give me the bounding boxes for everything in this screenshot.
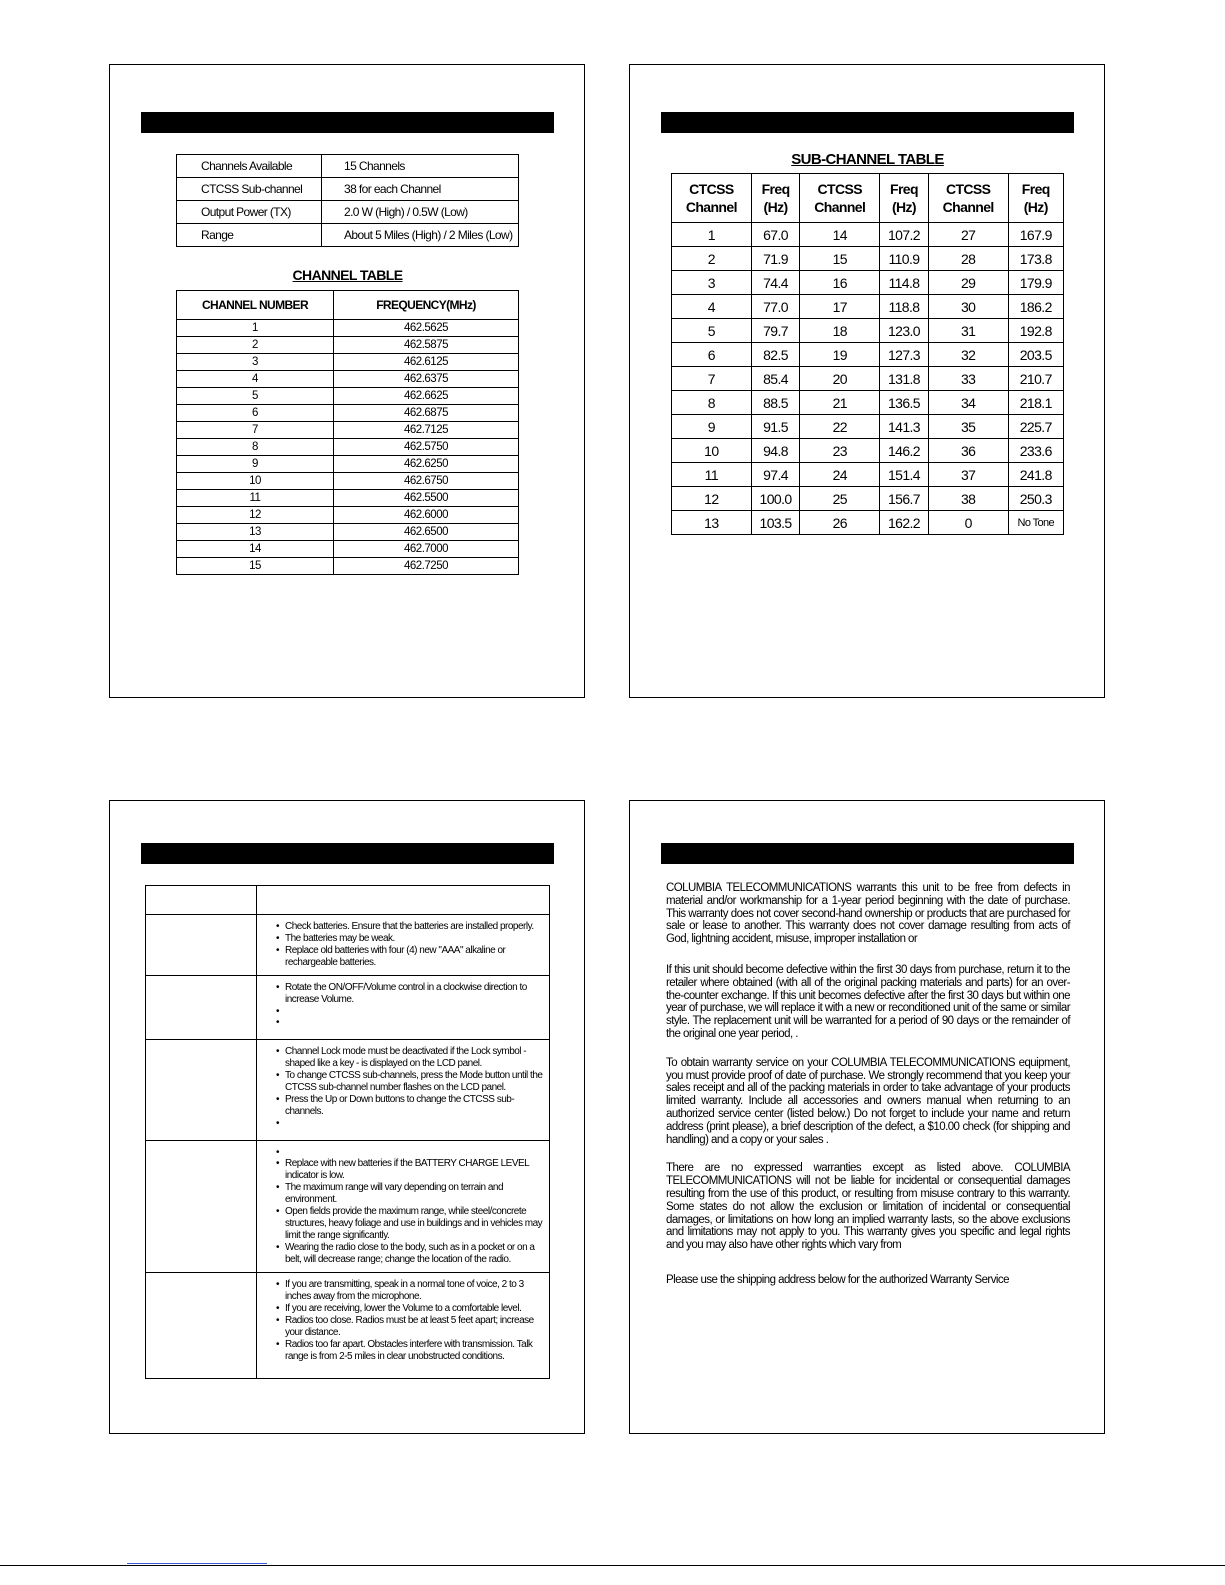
frequency-cell: 462.7000 — [334, 541, 519, 558]
page-sub-channel — [629, 64, 1105, 698]
section-header-bar — [141, 112, 554, 133]
frequency-cell: 82.5 — [751, 343, 800, 367]
warranty-paragraph: COLUMBIA TELECOMMUNICATIONS warrants this unit to be free from defects in material and/or workmanship for a 1-year period beginning with the date of purchase. This warranty does not cover second-hand ownership or products that are purchased for sale or lease to another. This warranty does not cover damage resulting from acts of God, lightning accident, misuse, improper installation or — [666, 882, 1070, 946]
table-row — [177, 388, 519, 405]
ctcss-channel-cell: 0 — [928, 511, 1008, 535]
header-line: CTCSS — [817, 181, 862, 197]
frequency-cell: 127.3 — [880, 343, 929, 367]
spec-value: 2.0 W (High) / 0.5W (Low) — [322, 201, 519, 224]
solution-item: • Press the Up or Down buttons to change the CTCSS sub-channels. — [285, 1094, 545, 1118]
frequency-cell: 462.5750 — [334, 439, 519, 456]
page-specifications — [109, 64, 585, 698]
channel-table-header: FREQUENCY(MHz) — [334, 291, 519, 320]
header-line: CTCSS — [689, 181, 734, 197]
solution-item: • If you are receiving, lower the Volume to a comfortable level. — [285, 1303, 545, 1315]
solution-cell — [257, 976, 550, 1040]
table-row — [672, 271, 1064, 295]
solution-item: • Channel Lock mode must be deactivated if the Lock symbol - shaped like a key - is displayed on the LCD panel. — [285, 1046, 545, 1070]
header-line: Channel — [685, 199, 737, 215]
ctcss-channel-cell: 22 — [800, 415, 880, 439]
ctcss-channel-cell: 31 — [928, 319, 1008, 343]
ctcss-channel-cell: 38 — [928, 487, 1008, 511]
section-header-bar — [661, 112, 1074, 133]
solution-cell — [257, 915, 550, 976]
table-row — [177, 354, 519, 371]
table-row — [672, 463, 1064, 487]
solution-item — [285, 1017, 545, 1028]
ctcss-channel-cell: 13 — [672, 511, 752, 535]
header-line: Freq — [890, 181, 918, 197]
table-row — [672, 319, 1064, 343]
solution-item — [285, 1147, 545, 1158]
ctcss-channel-cell: 16 — [800, 271, 880, 295]
sub-channel-table-header — [880, 174, 929, 223]
frequency-cell: 250.3 — [1008, 487, 1063, 511]
frequency-cell: 71.9 — [751, 247, 800, 271]
table-row — [177, 439, 519, 456]
ctcss-channel-cell: 34 — [928, 391, 1008, 415]
frequency-cell: 74.4 — [751, 271, 800, 295]
frequency-cell: 462.6375 — [334, 371, 519, 388]
spec-value: About 5 Miles (High) / 2 Miles (Low) — [322, 224, 519, 247]
frequency-cell: 85.4 — [751, 367, 800, 391]
channel-number-cell: 12 — [177, 507, 334, 524]
ctcss-channel-cell: 26 — [800, 511, 880, 535]
spec-row — [177, 201, 519, 224]
troubleshooting-row — [146, 976, 550, 1040]
warranty-paragraph: To obtain warranty service on your COLUMBIA TELECOMMUNICATIONS equipment, you must provide proof of date of purchase. We strongly recommend that you keep your sales receipt and all of the packing materials in order to take advantage of your products limited warranty. Include all accessories and owners manual when returning to an authorized service center (listed below.) Do not forget to include your name and return address (print please), a brief description of the defect, a $10.00 check (for shipping and handling) and a copy or your sales . — [666, 1056, 1070, 1146]
ctcss-channel-cell: 23 — [800, 439, 880, 463]
solution-item: • The maximum range will vary depending on terrain and environment. — [285, 1182, 545, 1206]
channel-number-cell: 14 — [177, 541, 334, 558]
solution-item: • The batteries may be weak. — [285, 933, 545, 945]
solution-item: • Radios too far apart. Obstacles interfere with transmission. Talk range is from 2-5 miles in clear unobstructed conditions. — [285, 1339, 545, 1363]
frequency-cell: 91.5 — [751, 415, 800, 439]
solution-item: • Open fields provide the maximum range, while steel/concrete structures, heavy foliage and use in buildings and in vehicles may limit the range significantly. — [285, 1206, 545, 1242]
warranty-paragraph: Please use the shipping address below for the authorized Warranty Service — [666, 1273, 1009, 1286]
channel-number-cell: 3 — [177, 354, 334, 371]
table-row — [672, 367, 1064, 391]
frequency-cell: 173.8 — [1008, 247, 1063, 271]
ctcss-channel-cell: 32 — [928, 343, 1008, 367]
troubleshooting-row — [146, 1040, 550, 1141]
frequency-cell: 123.0 — [880, 319, 929, 343]
frequency-cell: 77.0 — [751, 295, 800, 319]
ctcss-channel-cell: 36 — [928, 439, 1008, 463]
frequency-cell: 107.2 — [880, 223, 929, 247]
frequency-cell: 136.5 — [880, 391, 929, 415]
ctcss-channel-cell: 15 — [800, 247, 880, 271]
troubleshooting-row — [146, 1141, 550, 1273]
header-line: Freq — [1021, 181, 1050, 197]
ctcss-channel-cell: 11 — [672, 463, 752, 487]
table-row — [177, 456, 519, 473]
footer-link-underline — [127, 1563, 267, 1564]
frequency-cell: 88.5 — [751, 391, 800, 415]
table-row — [672, 511, 1064, 535]
ctcss-channel-cell: 6 — [672, 343, 752, 367]
solution-list — [257, 1141, 549, 1272]
channel-number-cell: 4 — [177, 371, 334, 388]
frequency-cell: 97.4 — [751, 463, 800, 487]
frequency-cell: 462.6625 — [334, 388, 519, 405]
frequency-cell: 462.6500 — [334, 524, 519, 541]
table-row — [177, 422, 519, 439]
frequency-cell: 151.4 — [880, 463, 929, 487]
table-row — [177, 473, 519, 490]
ctcss-channel-cell: 8 — [672, 391, 752, 415]
header-line: Freq — [761, 181, 790, 197]
frequency-cell: 241.8 — [1008, 463, 1063, 487]
channel-number-cell: 8 — [177, 439, 334, 456]
table-row — [672, 391, 1064, 415]
section-header-bar — [661, 843, 1074, 864]
frequency-cell: No Tone — [1008, 511, 1063, 535]
channel-table-header: CHANNEL NUMBER — [177, 291, 334, 320]
ctcss-channel-cell: 28 — [928, 247, 1008, 271]
solution-item: • Check batteries. Ensure that the batteries are installed properly. — [285, 921, 545, 933]
problem-cell — [146, 1040, 257, 1141]
spec-label: Range — [177, 224, 322, 247]
ctcss-channel-cell: 10 — [672, 439, 752, 463]
table-row — [177, 337, 519, 354]
page-warranty — [629, 800, 1105, 1434]
frequency-cell: 462.6125 — [334, 354, 519, 371]
ctcss-channel-cell: 27 — [928, 223, 1008, 247]
ctcss-channel-cell: 24 — [800, 463, 880, 487]
table-row — [177, 371, 519, 388]
sub-channel-table-header — [751, 174, 800, 223]
spec-value: 15 Channels — [322, 155, 519, 178]
ctcss-channel-cell: 12 — [672, 487, 752, 511]
channel-number-cell: 11 — [177, 490, 334, 507]
table-row — [177, 558, 519, 575]
solution-item: • Wearing the radio close to the body, such as in a pocket or on a belt, will decrease range; change the location of the radio. — [285, 1242, 545, 1266]
frequency-cell: 462.5625 — [334, 320, 519, 337]
channel-table-title: CHANNEL TABLE — [292, 267, 403, 283]
problem-cell — [146, 1141, 257, 1273]
channel-number-cell: 15 — [177, 558, 334, 575]
table-row — [177, 320, 519, 337]
frequency-cell: 186.2 — [1008, 295, 1063, 319]
ctcss-channel-cell: 33 — [928, 367, 1008, 391]
header-line: (Hz) — [763, 199, 788, 215]
ctcss-channel-cell: 20 — [800, 367, 880, 391]
solution-item: • Replace old batteries with four (4) new "AAA" alkaline or rechargeable batteries. — [285, 945, 545, 969]
channel-number-cell: 9 — [177, 456, 334, 473]
table-row — [177, 507, 519, 524]
spec-label: Channels Available — [177, 155, 322, 178]
channel-number-cell: 2 — [177, 337, 334, 354]
table-row — [672, 439, 1064, 463]
frequency-cell: 103.5 — [751, 511, 800, 535]
solution-list — [257, 976, 549, 1034]
table-row — [672, 415, 1064, 439]
table-row — [672, 223, 1064, 247]
header-line: (Hz) — [1023, 199, 1048, 215]
frequency-cell: 79.7 — [751, 319, 800, 343]
ctcss-channel-cell: 4 — [672, 295, 752, 319]
spec-row — [177, 178, 519, 201]
solution-item: • Replace with new batteries if the BATTERY CHARGE LEVEL indicator is low. — [285, 1158, 545, 1182]
sub-channel-table-header — [1008, 174, 1063, 223]
frequency-cell: 94.8 — [751, 439, 800, 463]
frequency-cell: 462.6250 — [334, 456, 519, 473]
ctcss-channel-cell: 30 — [928, 295, 1008, 319]
frequency-cell: 156.7 — [880, 487, 929, 511]
frequency-cell: 162.2 — [880, 511, 929, 535]
section-header-bar — [141, 843, 554, 864]
ctcss-channel-cell: 18 — [800, 319, 880, 343]
sub-channel-table-title: SUB-CHANNEL TABLE — [791, 151, 944, 168]
problem-cell — [146, 915, 257, 976]
ctcss-channel-cell: 17 — [800, 295, 880, 319]
frequency-cell: 462.5500 — [334, 490, 519, 507]
solution-item: • Rotate the ON/OFF/Volume control in a clockwise direction to increase Volume. — [285, 982, 545, 1006]
channel-number-cell: 7 — [177, 422, 334, 439]
frequency-cell: 233.6 — [1008, 439, 1063, 463]
problem-cell — [146, 976, 257, 1040]
spec-value: 38 for each Channel — [322, 178, 519, 201]
sub-channel-table-header — [672, 174, 752, 223]
page-troubleshooting — [109, 800, 585, 1434]
ctcss-channel-cell: 3 — [672, 271, 752, 295]
troubleshooting-row — [146, 915, 550, 976]
table-row — [672, 247, 1064, 271]
frequency-cell: 167.9 — [1008, 223, 1063, 247]
solution-list — [257, 1040, 549, 1135]
table-row — [177, 541, 519, 558]
frequency-cell: 218.1 — [1008, 391, 1063, 415]
sub-channel-table-header — [800, 174, 880, 223]
troubleshooting-row — [146, 1273, 550, 1379]
table-row — [672, 487, 1064, 511]
frequency-cell: 118.8 — [880, 295, 929, 319]
frequency-cell: 203.5 — [1008, 343, 1063, 367]
solution-item — [285, 1006, 545, 1017]
solution-cell — [257, 1040, 550, 1141]
ctcss-channel-cell: 21 — [800, 391, 880, 415]
frequency-cell: 67.0 — [751, 223, 800, 247]
channel-number-cell: 5 — [177, 388, 334, 405]
frequency-cell: 114.8 — [880, 271, 929, 295]
header-line: Channel — [814, 199, 866, 215]
solution-item: • If you are transmitting, speak in a normal tone of voice, 2 to 3 inches away from the microphone. — [285, 1279, 545, 1303]
solution-item: • To change CTCSS sub-channels, press the Mode button until the CTCSS sub-channel number flashes on the LCD panel. — [285, 1070, 545, 1094]
channel-number-cell: 13 — [177, 524, 334, 541]
frequency-cell: 100.0 — [751, 487, 800, 511]
ctcss-channel-cell: 7 — [672, 367, 752, 391]
warranty-paragraph: If this unit should become defective within the first 30 days from purchase, return it to the retailer where obtained (with all of the original packing materials and parts) for an over-the-counter exchange. If this unit becomes defective after the first 30 days but within one year of purchase, we will replace it with a new or reconditioned unit of the same or similar style. The replacement unit will be warranted for a period of 90 days or the remainder of the original one year period, . — [666, 963, 1070, 1040]
troubleshooting-table — [145, 885, 550, 1379]
frequency-cell: 462.5875 — [334, 337, 519, 354]
solution-list — [257, 915, 549, 975]
table-row — [177, 405, 519, 422]
sub-channel-table-header — [928, 174, 1008, 223]
ctcss-channel-cell: 19 — [800, 343, 880, 367]
frequency-cell: 210.7 — [1008, 367, 1063, 391]
spec-label: CTCSS Sub-channel — [177, 178, 322, 201]
warranty-paragraph: There are no expressed warranties except as listed above. COLUMBIA TELECOMMUNICATIONS will not be liable for incidental or consequential damages resulting from the use of this product, or resulting from misuse contrary to this warranty. Some states do not allow the exclusion or limitation of incidental or consequential damages, or limitations on how long an implied warranty lasts, so the above exclusions and limitations may not apply to you. This warranty gives you specific and legal rights and you may also have other rights which vary from — [666, 1162, 1070, 1252]
frequency-cell: 110.9 — [880, 247, 929, 271]
channel-number-cell: 1 — [177, 320, 334, 337]
ctcss-channel-cell: 9 — [672, 415, 752, 439]
warranty-text — [666, 882, 1070, 1299]
ctcss-channel-cell: 37 — [928, 463, 1008, 487]
frequency-cell: 131.8 — [880, 367, 929, 391]
footer-rule — [0, 1565, 1225, 1566]
spec-row — [177, 155, 519, 178]
ctcss-channel-cell: 29 — [928, 271, 1008, 295]
ctcss-channel-cell: 5 — [672, 319, 752, 343]
frequency-cell: 141.3 — [880, 415, 929, 439]
table-row — [177, 490, 519, 507]
specifications-table — [176, 154, 519, 247]
frequency-cell: 146.2 — [880, 439, 929, 463]
troubleshooting-header-row — [146, 886, 550, 915]
channel-number-cell: 10 — [177, 473, 334, 490]
frequency-cell: 225.7 — [1008, 415, 1063, 439]
frequency-cell: 192.8 — [1008, 319, 1063, 343]
frequency-cell: 462.6875 — [334, 405, 519, 422]
ctcss-channel-cell: 25 — [800, 487, 880, 511]
header-line: Channel — [942, 199, 994, 215]
frequency-cell: 462.7125 — [334, 422, 519, 439]
frequency-cell: 179.9 — [1008, 271, 1063, 295]
header-line: (Hz) — [891, 199, 916, 215]
solution-item: • Radios too close. Radios must be at least 5 feet apart; increase your distance. — [285, 1315, 545, 1339]
ctcss-channel-cell: 35 — [928, 415, 1008, 439]
header-line: CTCSS — [945, 181, 991, 197]
channel-number-cell: 6 — [177, 405, 334, 422]
frequency-cell: 462.6750 — [334, 473, 519, 490]
frequency-cell: 462.7250 — [334, 558, 519, 575]
solution-list — [257, 1273, 549, 1369]
table-row — [672, 343, 1064, 367]
spec-label: Output Power (TX) — [177, 201, 322, 224]
frequency-cell: 462.6000 — [334, 507, 519, 524]
table-row — [177, 524, 519, 541]
ctcss-channel-cell: 2 — [672, 247, 752, 271]
sub-channel-table — [671, 173, 1064, 535]
solution-item — [285, 1118, 545, 1129]
ctcss-channel-cell: 1 — [672, 223, 752, 247]
solution-cell — [257, 1273, 550, 1379]
table-row — [672, 295, 1064, 319]
channel-table — [176, 290, 519, 575]
problem-cell — [146, 1273, 257, 1379]
spec-row — [177, 224, 519, 247]
solution-cell — [257, 1141, 550, 1273]
ctcss-channel-cell: 14 — [800, 223, 880, 247]
